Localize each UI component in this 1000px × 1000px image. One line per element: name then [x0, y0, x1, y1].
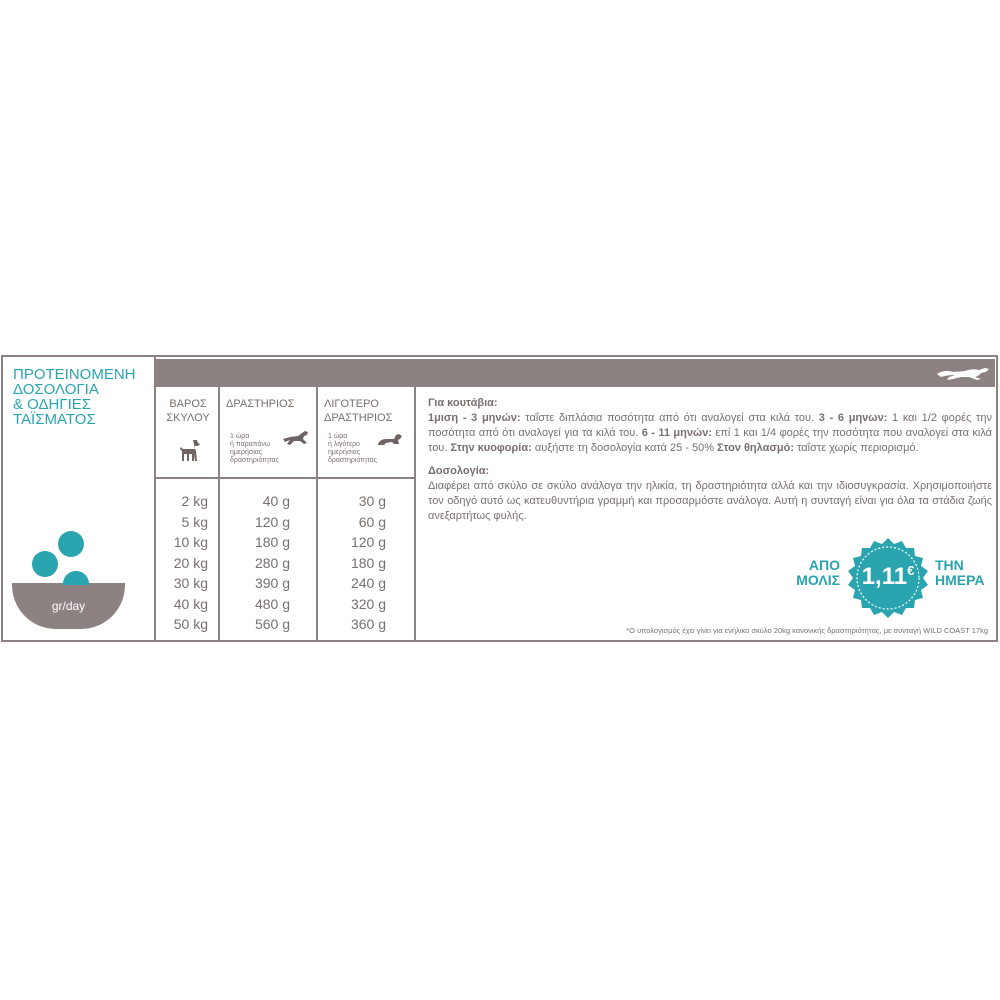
- puppies-seg2: 1 και 1/2 φορές την ποσότητα από ότι αναλογεί για τα κιλά του.: [428, 412, 992, 439]
- table-cell: 120 g: [254, 513, 290, 530]
- active-column-header: [220, 387, 316, 479]
- puppies-seg1: ταΐστε διπλάσια ποσότητα από ότι αναλογεί στα κιλά του.: [520, 412, 819, 424]
- table-cell: 10 kg: [173, 534, 208, 550]
- table-cell: 40 g: [262, 493, 290, 509]
- table-cell: 360 g: [350, 616, 386, 632]
- less-active-column-title: [324, 397, 392, 425]
- header-bar: [156, 359, 995, 387]
- puppies-heading: [428, 396, 992, 411]
- puppies-seg3: επί 1 και 1/4 φορές την ποσότητα που αναλογεί στα κιλά του.: [428, 427, 993, 454]
- table-cell: 390 g: [254, 575, 290, 591]
- kibble-dot-top: [63, 571, 89, 585]
- table-cell: 560 g: [254, 616, 290, 632]
- title-line: & ΟΔΗΓΙΕΣ: [13, 396, 92, 413]
- table-cell: 180 g: [254, 534, 290, 550]
- note-line: ή παραπάνω: [230, 441, 271, 448]
- table-cell: 30 g: [358, 493, 386, 509]
- note-line: δραστηριότητας: [328, 457, 377, 464]
- left-panel: [3, 357, 156, 640]
- less-active-values: [318, 491, 414, 635]
- active-column-title: [226, 397, 294, 411]
- dosage-heading: [428, 464, 992, 479]
- price-amount: 1,11: [861, 563, 908, 590]
- dog-standing-icon: [176, 437, 202, 463]
- page-title: [13, 367, 153, 427]
- weight-title-line: ΒΑΡΟΣ: [169, 398, 207, 410]
- less-active-title-line: ΔΡΑΣΤΗΡΙΟΣ: [324, 412, 393, 424]
- puppies-heading-text: Για κουτάβια:: [428, 397, 498, 409]
- table-cell: 30 kg: [173, 575, 208, 591]
- active-title-line: ΔΡΑΣΤΗΡΙΟΣ: [226, 398, 295, 410]
- note-line: ημερήσιας: [328, 449, 361, 456]
- price-prefix-line: ΑΠΟ: [808, 557, 840, 573]
- puppies-paragraph: [428, 411, 992, 456]
- instructions-text: [428, 387, 992, 524]
- footnote: *Ο υπολογισμός έχει γίνει για ενήλικο σκύλο 20kg κανονικής δραστηριότητας, με συνταγή WILD COAST 17kg: [626, 626, 988, 635]
- food-bowl-icon: [7, 523, 127, 635]
- price-badge-group: [788, 535, 998, 623]
- price-suffix-line: ΤΗΝ: [935, 557, 964, 573]
- active-note: [230, 433, 279, 465]
- table-cell: 60 g: [358, 513, 386, 530]
- kibble-dot: [32, 551, 58, 577]
- table-cell: 180 g: [350, 554, 386, 571]
- table-cell: 320 g: [350, 595, 386, 612]
- price-suffix-line: ΗΜΕΡΑ: [935, 572, 985, 588]
- puppies-seg2-bold: 3 - 6 μηνων:: [818, 412, 888, 424]
- puppies-seg1-bold: 1μιση - 3 μηνών:: [428, 412, 521, 424]
- table-cell: 280 g: [254, 554, 290, 571]
- note-line: 1 ώρα: [328, 433, 348, 440]
- note-line: ή λιγότερο: [328, 441, 360, 448]
- dog-running-icon: [282, 429, 310, 447]
- active-column: [220, 387, 318, 640]
- table-cell: 120 g: [350, 534, 386, 550]
- puppies-seg4: αυξήστε τη δοσολογία κατά 25 - 50%: [531, 442, 718, 454]
- table-cell: 40 kg: [173, 595, 208, 612]
- weight-values: [156, 491, 218, 635]
- feeding-guide-card: [1, 355, 998, 642]
- price-prefix-line: ΜΟΛΙΣ: [796, 572, 840, 588]
- dosage-heading-text: Δοσολογία:: [428, 465, 490, 477]
- note-line: δραστηριότητας: [230, 457, 279, 464]
- dog-lying-icon: [376, 431, 404, 447]
- weight-title-line: ΣΚΥΛΟΥ: [166, 412, 210, 424]
- table-cell: 480 g: [254, 595, 290, 612]
- weight-column-title: [164, 397, 212, 425]
- less-active-title-line: ΛΙΓΟΤΕΡΟ: [324, 398, 379, 410]
- price-currency: €: [907, 563, 915, 578]
- active-values: [220, 491, 316, 635]
- weight-column: [156, 387, 220, 640]
- weight-column-header: [156, 387, 218, 479]
- puppies-seg5-bold: Στον θηλασμό:: [717, 442, 795, 454]
- table-cell: 5 kg: [181, 513, 208, 530]
- note-line: ημερήσιας: [230, 449, 263, 456]
- dosage-paragraph: Διαφέρει από σκύλο σε σκύλο ανάλογα την ηλικία, τη δραστηριότητα αλλά και την ιδιοσυγκρασία. Χρησιμοποιήστε τον οδηγό αυτό ως κατευθυντήρια γραμμή και προσαρμόστε ανάλογα. Αυτή η συνταγή είναι για όλα τα στάδια ζωής ανεξαρτήτως φυλής.: [428, 480, 992, 522]
- title-line: ΠΡΟΤΕΙΝΟΜΕΝΗ: [13, 366, 136, 383]
- table-cell: 20 kg: [173, 554, 208, 571]
- title-line: ΤΑΪΣΜΑΤΟΣ: [13, 411, 96, 428]
- less-active-note: [328, 433, 377, 465]
- table-cell: 2 kg: [181, 493, 208, 509]
- running-greyhound-icon: [935, 365, 991, 381]
- puppies-seg3-bold: 6 - 11 μηνών:: [641, 427, 713, 439]
- table-cell: 50 kg: [173, 616, 208, 632]
- bowl-label: gr/day: [51, 599, 86, 613]
- price-prefix: [788, 558, 840, 588]
- puppies-seg4-bold: Στην κυοφορία:: [450, 442, 532, 454]
- puppies-seg5: ταΐστε χωρίς περιορισμό.: [794, 442, 919, 454]
- title-line: ΔΟΣΟΛΟΓΙΑ: [13, 381, 99, 398]
- kibble-dot: [58, 531, 84, 557]
- less-active-column: [318, 387, 416, 640]
- note-line: 1 ώρα: [230, 433, 250, 440]
- less-active-column-header: [318, 387, 414, 479]
- price-suffix: [935, 558, 995, 588]
- price-value: [845, 563, 931, 591]
- table-cell: 240 g: [350, 575, 386, 591]
